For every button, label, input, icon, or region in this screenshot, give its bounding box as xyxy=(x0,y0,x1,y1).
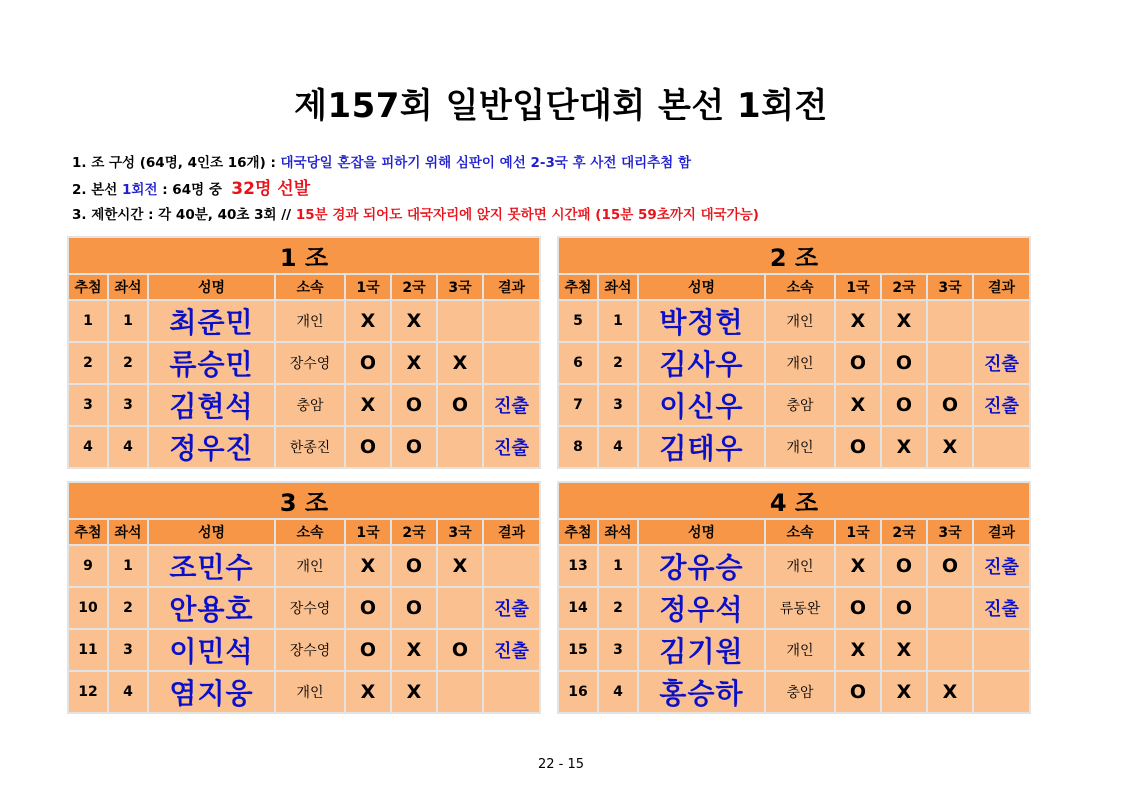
club-name: 충암 xyxy=(766,672,834,712)
column-header: 소속 xyxy=(766,275,834,299)
advance-result: 진출 xyxy=(484,630,539,670)
seat-number: 1 xyxy=(109,301,147,341)
game-3-result xyxy=(928,588,972,628)
club-name: 개인 xyxy=(766,546,834,586)
column-header: 3국 xyxy=(438,520,482,544)
draw-number: 1 xyxy=(69,301,107,341)
player-name: 최준민 xyxy=(149,301,274,341)
seat-number: 3 xyxy=(109,385,147,425)
advance-result: 진출 xyxy=(974,343,1029,383)
draw-number: 5 xyxy=(559,301,597,341)
game-2-result: O xyxy=(882,546,926,586)
game-3-result: O xyxy=(438,385,482,425)
draw-number: 3 xyxy=(69,385,107,425)
table-row xyxy=(69,301,539,341)
table-row xyxy=(69,546,539,586)
player-name: 염지웅 xyxy=(149,672,274,712)
table-row xyxy=(559,672,1029,712)
club-name: 개인 xyxy=(276,672,344,712)
advance-result xyxy=(484,672,539,712)
game-1-result: X xyxy=(836,301,880,341)
table-row xyxy=(559,385,1029,425)
column-header: 성명 xyxy=(149,520,274,544)
game-3-result xyxy=(928,343,972,383)
table-row xyxy=(69,427,539,467)
group-table xyxy=(67,236,541,469)
draw-number: 8 xyxy=(559,427,597,467)
draw-number: 16 xyxy=(559,672,597,712)
group-table xyxy=(557,236,1031,469)
column-header: 결과 xyxy=(974,275,1029,299)
draw-number: 7 xyxy=(559,385,597,425)
game-2-result: O xyxy=(882,385,926,425)
game-2-result: X xyxy=(392,301,436,341)
game-1-result: X xyxy=(346,385,390,425)
club-name: 개인 xyxy=(766,343,834,383)
advance-result: 진출 xyxy=(484,588,539,628)
game-1-result: O xyxy=(836,672,880,712)
game-3-result xyxy=(438,672,482,712)
group-3 xyxy=(67,481,541,714)
player-name: 김기원 xyxy=(639,630,764,670)
player-name: 홍승하 xyxy=(639,672,764,712)
column-header: 2국 xyxy=(392,520,436,544)
club-name: 개인 xyxy=(766,630,834,670)
club-name: 한종진 xyxy=(276,427,344,467)
notes xyxy=(72,150,759,228)
club-name: 개인 xyxy=(766,427,834,467)
column-header: 좌석 xyxy=(599,520,637,544)
column-header: 1국 xyxy=(836,520,880,544)
seat-number: 1 xyxy=(109,546,147,586)
game-1-result: O xyxy=(836,427,880,467)
table-row xyxy=(69,630,539,670)
game-2-result: X xyxy=(882,301,926,341)
column-header: 소속 xyxy=(766,520,834,544)
draw-number: 2 xyxy=(69,343,107,383)
game-3-result: X xyxy=(438,343,482,383)
game-3-result: O xyxy=(438,630,482,670)
club-name: 류동완 xyxy=(766,588,834,628)
game-2-result: O xyxy=(882,588,926,628)
seat-number: 1 xyxy=(599,301,637,341)
column-header: 좌석 xyxy=(109,275,147,299)
column-header: 추첨 xyxy=(69,520,107,544)
player-name: 정우석 xyxy=(639,588,764,628)
note-2-lead-blue: 1회전 xyxy=(122,182,158,198)
column-header: 결과 xyxy=(484,275,539,299)
group-title: 2 조 xyxy=(559,238,1029,273)
draw-number: 10 xyxy=(69,588,107,628)
column-header: 성명 xyxy=(149,275,274,299)
game-3-result: X xyxy=(928,427,972,467)
note-3-lead: 3. 제한시간 : 각 40분, 40초 3회 // xyxy=(72,207,296,223)
column-header: 성명 xyxy=(639,520,764,544)
note-3-highlight: 15분 경과 되어도 대국자리에 앉지 못하면 시간패 (15분 59초까지 대국가능) xyxy=(295,207,759,223)
player-name: 김사우 xyxy=(639,343,764,383)
game-3-result: X xyxy=(438,546,482,586)
club-name: 개인 xyxy=(766,301,834,341)
player-name: 안용호 xyxy=(149,588,274,628)
column-header: 좌석 xyxy=(599,275,637,299)
column-header: 2국 xyxy=(882,275,926,299)
column-header: 1국 xyxy=(346,275,390,299)
player-name: 박정헌 xyxy=(639,301,764,341)
column-header: 소속 xyxy=(276,520,344,544)
advance-result xyxy=(974,672,1029,712)
group-table xyxy=(557,481,1031,714)
club-name: 개인 xyxy=(276,301,344,341)
seat-number: 3 xyxy=(109,630,147,670)
game-3-result: O xyxy=(928,385,972,425)
table-row xyxy=(69,672,539,712)
game-1-result: O xyxy=(346,427,390,467)
club-name: 장수영 xyxy=(276,343,344,383)
advance-result xyxy=(484,343,539,383)
seat-number: 2 xyxy=(599,343,637,383)
draw-number: 12 xyxy=(69,672,107,712)
advance-result xyxy=(974,427,1029,467)
game-2-result: X xyxy=(392,630,436,670)
advance-result: 진출 xyxy=(974,588,1029,628)
game-3-result xyxy=(438,427,482,467)
advance-result xyxy=(974,630,1029,670)
column-header: 추첨 xyxy=(69,275,107,299)
note-1-lead: 1. 조 구성 (64명, 4인조 16개) : xyxy=(72,155,281,171)
advance-result: 진출 xyxy=(484,385,539,425)
seat-number: 3 xyxy=(599,630,637,670)
group-title: 4 조 xyxy=(559,483,1029,518)
seat-number: 2 xyxy=(109,588,147,628)
column-header: 결과 xyxy=(484,520,539,544)
game-2-result: O xyxy=(882,343,926,383)
column-header: 추첨 xyxy=(559,275,597,299)
game-2-result: O xyxy=(392,546,436,586)
game-2-result: O xyxy=(392,588,436,628)
game-1-result: X xyxy=(346,301,390,341)
player-name: 김현석 xyxy=(149,385,274,425)
draw-number: 11 xyxy=(69,630,107,670)
game-3-result xyxy=(438,588,482,628)
table-row xyxy=(559,546,1029,586)
player-name: 류승민 xyxy=(149,343,274,383)
game-1-result: O xyxy=(346,588,390,628)
advance-result xyxy=(484,546,539,586)
table-row xyxy=(69,588,539,628)
column-header: 좌석 xyxy=(109,520,147,544)
game-1-result: X xyxy=(346,546,390,586)
game-2-result: X xyxy=(882,630,926,670)
draw-number: 13 xyxy=(559,546,597,586)
note-2-highlight: 32명 선발 xyxy=(231,179,311,199)
game-3-result xyxy=(928,301,972,341)
group-table xyxy=(67,481,541,714)
advance-result xyxy=(974,301,1029,341)
column-header: 2국 xyxy=(392,275,436,299)
player-name: 조민수 xyxy=(149,546,274,586)
game-1-result: O xyxy=(346,630,390,670)
note-1-highlight: 대국당일 혼잡을 피하기 위해 심판이 예선 2-3국 후 사전 대리추첨 함 xyxy=(280,155,692,171)
column-header: 3국 xyxy=(438,275,482,299)
player-name: 정우진 xyxy=(149,427,274,467)
table-row xyxy=(559,343,1029,383)
advance-result: 진출 xyxy=(974,385,1029,425)
club-name: 장수영 xyxy=(276,588,344,628)
table-row xyxy=(559,301,1029,341)
game-2-result: O xyxy=(392,427,436,467)
seat-number: 2 xyxy=(109,343,147,383)
column-header: 3국 xyxy=(928,520,972,544)
note-2 xyxy=(72,176,759,202)
club-name: 장수영 xyxy=(276,630,344,670)
column-header: 1국 xyxy=(346,520,390,544)
group-2 xyxy=(557,236,1031,469)
group-4 xyxy=(557,481,1031,714)
seat-number: 4 xyxy=(109,427,147,467)
draw-number: 14 xyxy=(559,588,597,628)
seat-number: 4 xyxy=(109,672,147,712)
game-1-result: X xyxy=(836,630,880,670)
table-row xyxy=(559,588,1029,628)
player-name: 이신우 xyxy=(639,385,764,425)
seat-number: 3 xyxy=(599,385,637,425)
advance-result: 진출 xyxy=(974,546,1029,586)
header-row xyxy=(559,275,1029,299)
table-row xyxy=(559,427,1029,467)
seat-number: 1 xyxy=(599,546,637,586)
group-1 xyxy=(67,236,541,469)
note-3 xyxy=(72,202,759,228)
page-number: 22 - 15 xyxy=(537,757,585,772)
header-row xyxy=(69,520,539,544)
draw-number: 6 xyxy=(559,343,597,383)
game-2-result: O xyxy=(392,385,436,425)
game-2-result: X xyxy=(882,427,926,467)
club-name: 충암 xyxy=(276,385,344,425)
column-header: 1국 xyxy=(836,275,880,299)
game-1-result: O xyxy=(836,343,880,383)
club-name: 개인 xyxy=(276,546,344,586)
table-row xyxy=(69,343,539,383)
player-name: 강유승 xyxy=(639,546,764,586)
seat-number: 2 xyxy=(599,588,637,628)
page-title: 제157회 일반입단대회 본선 1회전 xyxy=(294,86,828,126)
game-3-result xyxy=(928,630,972,670)
group-title: 1 조 xyxy=(69,238,539,273)
game-1-result: X xyxy=(836,546,880,586)
game-3-result: X xyxy=(928,672,972,712)
column-header: 추첨 xyxy=(559,520,597,544)
game-3-result xyxy=(438,301,482,341)
column-header: 소속 xyxy=(276,275,344,299)
game-2-result: X xyxy=(392,343,436,383)
column-header: 3국 xyxy=(928,275,972,299)
club-name: 충암 xyxy=(766,385,834,425)
column-header: 성명 xyxy=(639,275,764,299)
note-1 xyxy=(72,150,759,176)
advance-result xyxy=(484,301,539,341)
seat-number: 4 xyxy=(599,672,637,712)
game-1-result: O xyxy=(346,343,390,383)
note-2-lead: 2. 본선 xyxy=(72,182,123,198)
player-name: 김태우 xyxy=(639,427,764,467)
player-name: 이민석 xyxy=(149,630,274,670)
note-2-tail: : 64명 중 xyxy=(157,182,227,198)
game-2-result: X xyxy=(392,672,436,712)
header-row xyxy=(69,275,539,299)
table-row xyxy=(559,630,1029,670)
game-1-result: O xyxy=(836,588,880,628)
draw-number: 15 xyxy=(559,630,597,670)
draw-number: 9 xyxy=(69,546,107,586)
column-header: 결과 xyxy=(974,520,1029,544)
seat-number: 4 xyxy=(599,427,637,467)
game-2-result: X xyxy=(882,672,926,712)
header-row xyxy=(559,520,1029,544)
column-header: 2국 xyxy=(882,520,926,544)
table-row xyxy=(69,385,539,425)
game-1-result: X xyxy=(346,672,390,712)
game-3-result: O xyxy=(928,546,972,586)
game-1-result: X xyxy=(836,385,880,425)
group-title: 3 조 xyxy=(69,483,539,518)
advance-result: 진출 xyxy=(484,427,539,467)
draw-number: 4 xyxy=(69,427,107,467)
